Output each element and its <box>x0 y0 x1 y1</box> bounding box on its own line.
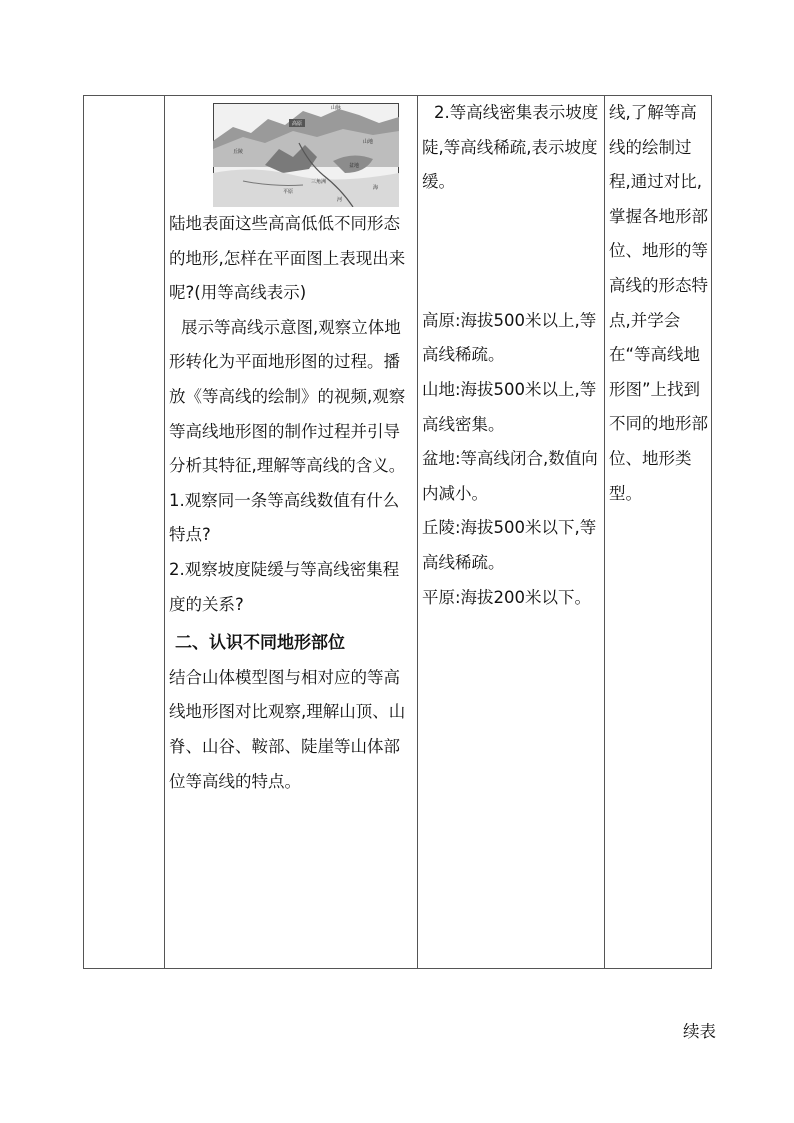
plateau-answer: 高原:海拔500米以上,等高线稀疏。 <box>422 310 597 365</box>
figure-label-delta: 三角洲 <box>311 179 327 185</box>
plain-answer: 平原:海拔200米以下。 <box>422 587 592 607</box>
contour-demo-paragraph: 展示等高线示意图,观察立体地形转化为平面地形图的过程。播放《等高线的绘制》的视频,观察等高线地形图的制作过程并引导分析其特征,理解等高线的含义。 <box>169 317 406 476</box>
stage-cell <box>84 96 165 969</box>
figure-label-plain: 平原 <box>283 189 294 195</box>
figure-label-mountains: 山脉 <box>331 105 342 111</box>
blank-space <box>422 200 602 304</box>
question-1: 1.观察同一条等高线数值有什么特点? <box>169 490 400 545</box>
mountain-answer: 山地:海拔500米以上,等高线密集。 <box>422 379 597 434</box>
design-intent-text: 线,了解等高线的绘制过程,通过对比,掌握各地形部位、地形的等高线的形态特点,并学会在“等高线地形图”上找到不同的地形部位、地形类型。 <box>609 103 708 503</box>
teacher-activity-cell <box>165 96 418 969</box>
lesson-table <box>83 95 712 969</box>
design-intent-cell <box>605 96 712 969</box>
figure-label-river: 河 <box>337 197 343 203</box>
figure-label-basin: 盆地 <box>349 163 360 169</box>
continued-label: 续表 <box>683 1022 716 1041</box>
figure-label-plateau: 高原 <box>291 121 303 127</box>
intro-paragraph: 陆地表面这些高高低低不同形态的地形,怎样在平面图上表现出来呢?(用等高线表示) <box>169 214 406 303</box>
question-2: 2.观察坡度陡缓与等高线密集程度的关系? <box>169 559 400 614</box>
hills-answer: 丘陵:海拔500米以下,等高线稀疏。 <box>422 518 597 572</box>
figure-label-mountain-land: 山地 <box>363 139 374 145</box>
section-heading: 二、认识不同地形部位 <box>175 633 345 654</box>
terrain-illustration <box>213 103 399 207</box>
slope-answer: 2.等高线密集表示坡度陡,等高线稀疏,表示坡度缓。 <box>422 103 599 192</box>
student-activity-cell <box>418 96 605 969</box>
basin-answer: 盆地:等高线闭合,数值向内减小。 <box>422 449 598 503</box>
figure-label-hills: 丘陵 <box>233 149 244 155</box>
figure-label-sea: 海 <box>373 185 379 191</box>
terrain-parts-paragraph: 结合山体模型图与相对应的等高线地形图对比观察,理解山顶、山脊、山谷、鞍部、陡崖等山体部位等高线的特点。 <box>169 667 406 791</box>
